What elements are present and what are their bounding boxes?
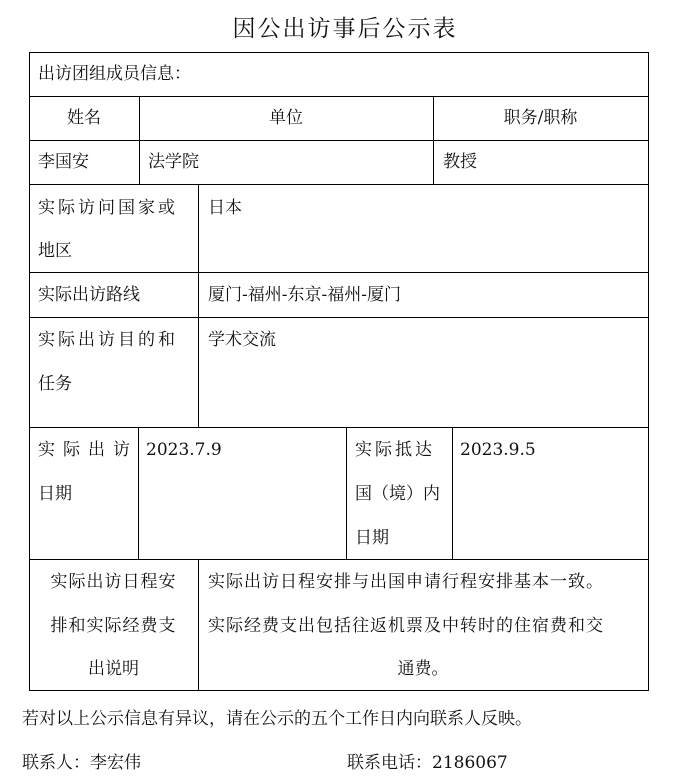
return-date: 2023.9.5	[460, 440, 536, 460]
route-value: 厦门-福州-东京-福州-厦门	[208, 285, 401, 305]
table-rule	[29, 184, 649, 185]
purpose-value: 学术交流	[208, 330, 276, 350]
depart-label: 实际出访	[38, 440, 138, 460]
depart-date: 2023.7.9	[146, 440, 222, 460]
col-divider	[346, 427, 347, 559]
header-unit: 单位	[269, 108, 303, 128]
col-divider	[452, 427, 453, 559]
table-rule	[29, 140, 649, 141]
contact-person: 联系人：李宏伟	[22, 753, 141, 773]
schedule-text-end: 通费。	[397, 659, 449, 679]
member-position: 教授	[443, 152, 477, 172]
return-label-cont: 国（境）内	[355, 484, 440, 504]
schedule-label: 实际出访日程安	[50, 572, 177, 592]
depart-label-cont: 日期	[38, 484, 72, 504]
route-label: 实际出访路线	[38, 285, 140, 305]
schedule-label-end: 出说明	[88, 659, 139, 679]
member-name: 李国安	[38, 152, 89, 172]
schedule-text: 实际出访日程安排与出国申请行程安排基本一致。	[208, 572, 604, 592]
section-header: 出访团组成员信息：	[38, 64, 191, 84]
purpose-label-cont: 任务	[38, 374, 72, 394]
return-label: 实际抵达	[355, 440, 435, 460]
contact-phone: 联系电话：2186067	[347, 753, 508, 773]
objection-notice: 若对以上公示信息有异议，请在公示的五个工作日内向联系人反映。	[22, 709, 532, 729]
return-label-end: 日期	[355, 528, 389, 548]
schedule-text-cont: 实际经费支出包括往返机票及中转时的住宿费和交	[208, 616, 604, 636]
country-label-cont: 地区	[38, 241, 72, 261]
country-value: 日本	[208, 198, 242, 218]
col-divider	[138, 427, 139, 559]
purpose-label: 实际出访目的和	[38, 330, 178, 350]
header-name: 姓名	[67, 108, 101, 128]
header-position: 职务/职称	[503, 108, 578, 128]
country-label: 实际访问国家或	[38, 198, 178, 218]
schedule-label-cont: 排和实际经费支	[50, 616, 177, 636]
member-unit: 法学院	[148, 152, 199, 172]
page-title: 因公出访事后公示表	[232, 16, 458, 42]
table-border-right	[648, 52, 649, 691]
col-divider	[198, 184, 199, 427]
